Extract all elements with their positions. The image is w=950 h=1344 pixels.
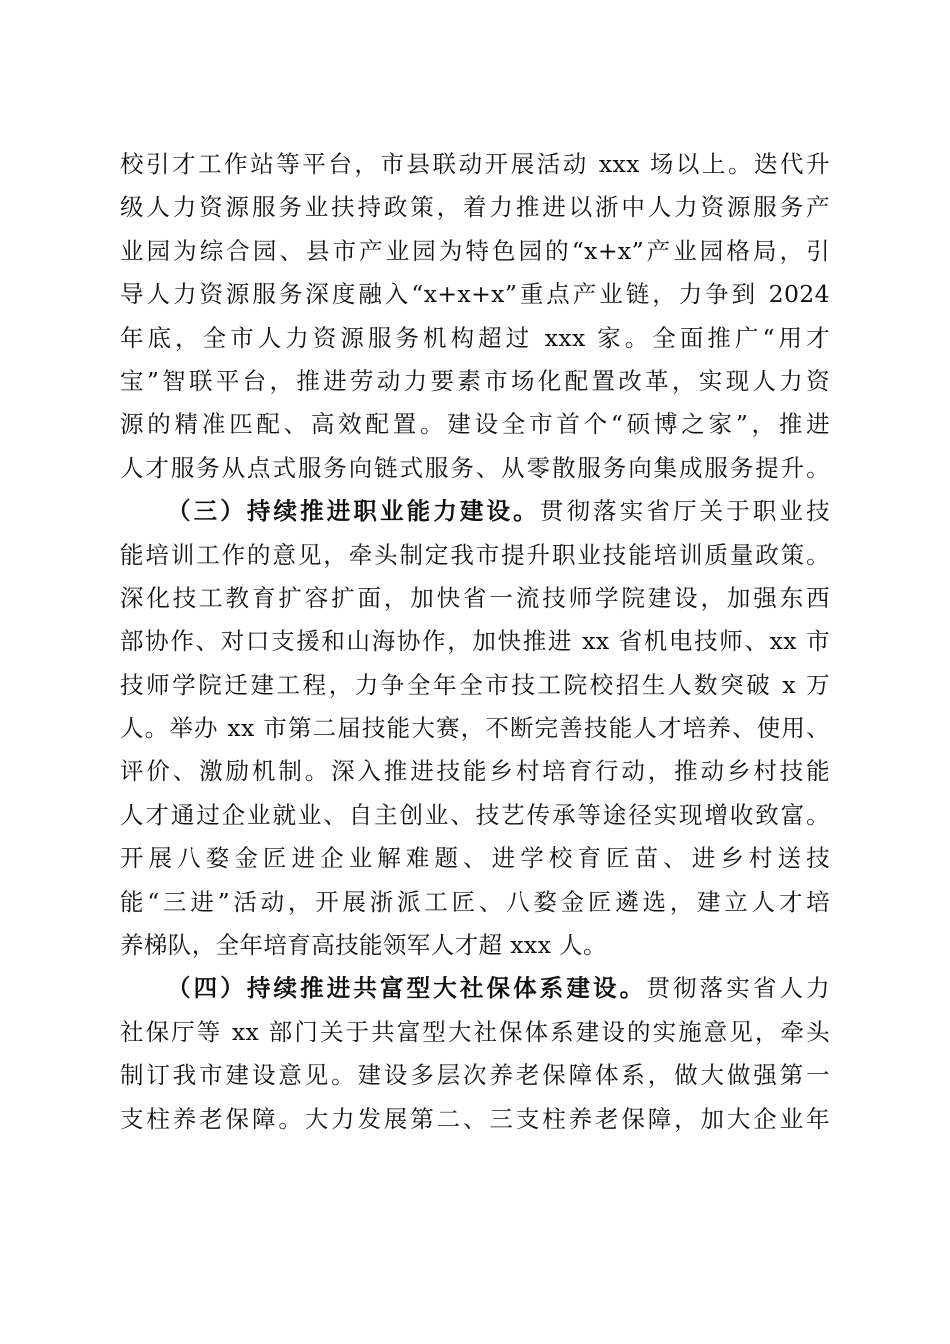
text-line: 业园为综合园、县市产业园为特色园的“x+x”产业园格局，引 xyxy=(120,236,830,265)
paragraph-3 xyxy=(120,967,830,1141)
text-line: 能“三进”活动，开展浙派工匠、八婺金匠遴选，建立人才培 xyxy=(120,887,830,916)
text-span: 贯彻落实省厅关于职业技 xyxy=(539,497,830,526)
paragraph-first-line xyxy=(120,490,830,533)
text-line: 人。举办 xx 市第二届技能大赛，不断完善技能人才培养、使用、 xyxy=(120,714,830,743)
text-line: 源的精准匹配、高效配置。建设全市首个“硕博之家”，推进 xyxy=(120,410,830,439)
text-line: 制订我市建设意见。建设多层次养老保障体系，做大做强第一 xyxy=(120,1061,830,1090)
text-line: 人才服务从点式服务向链式服务、从零散服务向集成服务提升。 xyxy=(120,453,830,482)
text-line: 养梯队，全年培育高技能领军人才超 xxx 人。 xyxy=(120,931,607,960)
document-page xyxy=(120,143,830,1141)
text-span: 贯彻落实省人力 xyxy=(646,974,830,1003)
text-line: 技师学院迁建工程，力争全年全市技工院校招生人数突破 x 万 xyxy=(120,670,830,699)
text-line: 社保厅等 xx 部门关于共富型大社保体系建设的实施意见，牵头 xyxy=(120,1017,830,1046)
text-line: 宝”智联平台，推进劳动力要素市场化配置改革，实现人力资 xyxy=(120,366,830,395)
paragraph-1 xyxy=(120,143,830,490)
text-line: 评价、激励机制。深入推进技能乡村培育行动，推动乡村技能 xyxy=(120,757,830,786)
text-line: 导人力资源服务深度融入“x+x+x”重点产业链，力争到 2024 xyxy=(120,280,830,309)
text-line: 级人力资源服务业扶持政策，着力推进以浙中人力资源服务产 xyxy=(120,193,830,222)
text-line: 深化技工教育扩容扩面，加快省一流技师学院建设，加强东西 xyxy=(120,583,830,612)
section-heading: （三）持续推进职业能力建设。 xyxy=(167,497,540,526)
text-line: 开展八婺金匠进企业解难题、进学校育匠苗、进乡村送技 xyxy=(120,844,830,873)
text-line: 支柱养老保障。大力发展第二、三支柱养老保障，加大企业年 xyxy=(120,1104,830,1133)
text-line: 人才通过企业就业、自主创业、技艺传承等途径实现增收致富。 xyxy=(120,800,830,829)
paragraph-2 xyxy=(120,490,830,967)
section-heading: （四）持续推进共富型大社保体系建设。 xyxy=(167,974,647,1003)
text-line: 部协作、对口支援和山海协作，加快推进 xx 省机电技师、xx 市 xyxy=(120,627,830,656)
text-line: 能培训工作的意见，牵头制定我市提升职业技能培训质量政策。 xyxy=(120,540,830,569)
text-line: 校引才工作站等平台，市县联动开展活动 xxx 场以上。迭代升 xyxy=(120,150,830,178)
paragraph-first-line xyxy=(120,967,830,1010)
text-line: 年底，全市人力资源服务机构超过 xxx 家。全面推广“用才 xyxy=(120,323,830,352)
